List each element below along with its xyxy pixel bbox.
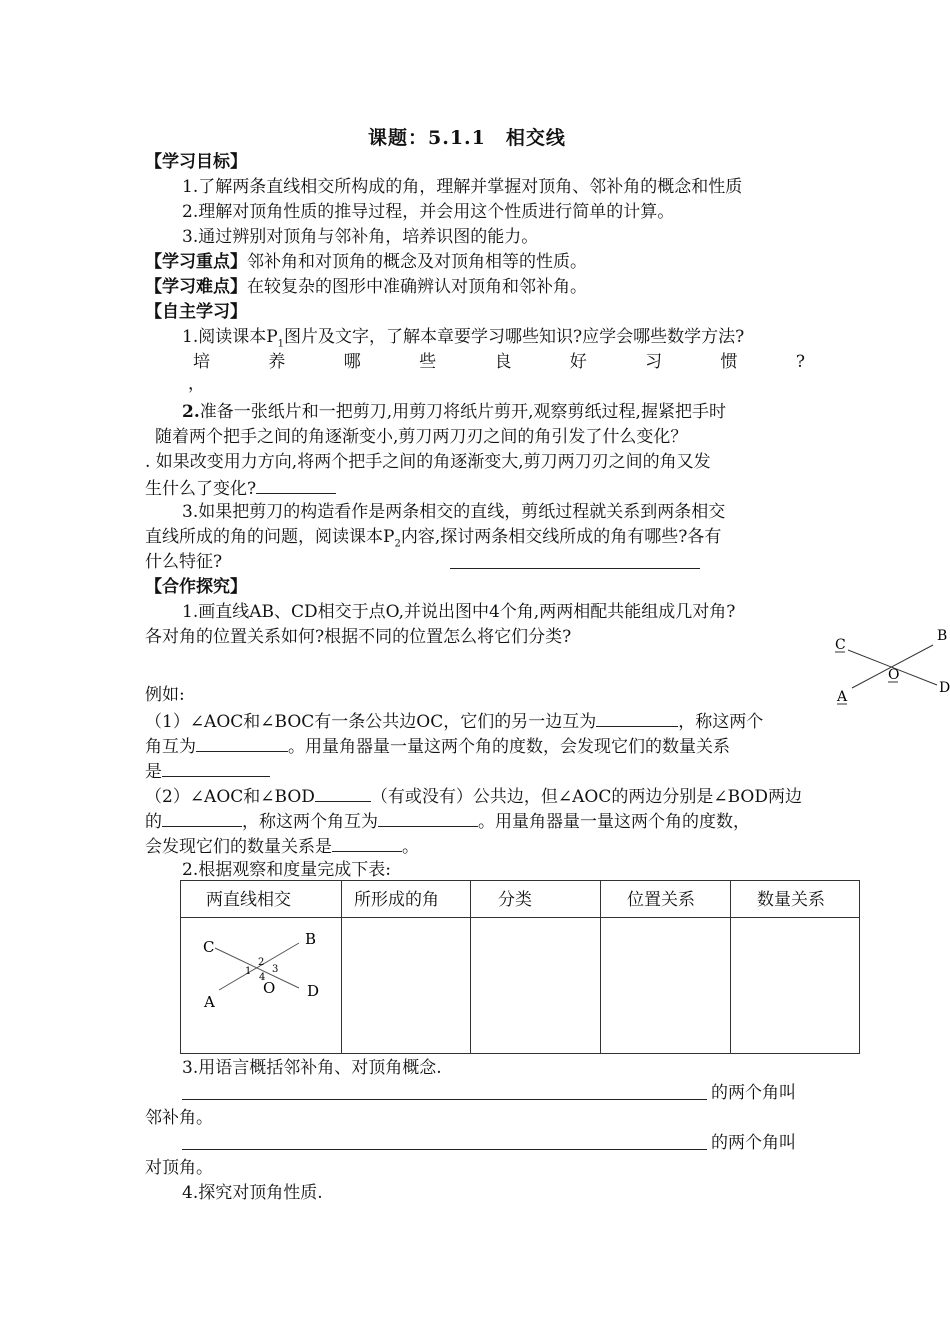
- header-text: 位置关系: [627, 890, 695, 910]
- table-header-cell: [731, 881, 860, 918]
- def2-tail: 的两个角叫: [711, 1133, 796, 1153]
- label-a: A: [837, 689, 848, 705]
- key-point-row: [145, 250, 587, 274]
- cooperative-q4: 4.探究对顶角性质.: [182, 1183, 323, 1203]
- table-header-row: [181, 881, 860, 918]
- goal-item-1: 1.了解两条直线相交所构成的角，理解并掌握对顶角、邻补角的概念和性质: [182, 177, 743, 197]
- answer-blank[interactable]: [196, 733, 288, 752]
- q3-text-a: 直线所成的角的问题，阅读课本P: [145, 527, 395, 547]
- key-point-text: 邻补角和对顶角的概念及对顶角相等的性质。: [247, 252, 587, 272]
- ex2-text-d: ，称这两个角互为: [242, 812, 378, 832]
- self-study-q2-line2: 随着两个把手之间的角逐渐变小,剪刀两刀刃之间的角引发了什么变化？: [155, 427, 688, 447]
- angle-2-label: 2: [258, 957, 265, 968]
- label-d: D: [939, 680, 950, 696]
- answer-blank[interactable]: [596, 708, 678, 727]
- q3-sub: 2: [394, 538, 401, 550]
- q1-char: 好: [569, 352, 587, 372]
- label-c: C: [203, 938, 215, 956]
- answer-blank[interactable]: [162, 808, 242, 827]
- example-label: 例如:: [145, 685, 185, 705]
- cooperative-heading: 【合作探究】: [145, 577, 247, 597]
- answer-blank[interactable]: [378, 808, 478, 827]
- q3-text-b: 内容,探讨两条相交线所成的角有哪些?各有: [400, 527, 722, 547]
- answer-blank[interactable]: [182, 1099, 707, 1100]
- intersecting-lines-figure: [825, 622, 950, 707]
- header-text: 所形成的角: [354, 890, 439, 910]
- ex1-text-b: ，称这两个: [678, 712, 764, 732]
- q1-char: 哪: [343, 352, 361, 372]
- goal-item-3: 3.通过辨别对顶角与邻补角，培养识图的能力。: [182, 227, 539, 247]
- table-cell-input[interactable]: [601, 918, 731, 1054]
- self-study-q2-line1: [182, 400, 726, 424]
- cooperative-q2: 2.根据观察和度量完成下表:: [182, 860, 391, 880]
- q1-char: 些: [419, 352, 437, 372]
- table-cell-input[interactable]: [471, 918, 601, 1054]
- example-2-line2: [145, 808, 750, 834]
- difficulty-heading: 【学习难点】: [145, 277, 247, 297]
- header-text: 数量关系: [757, 890, 825, 910]
- q2-text-4: 生什么了变化?: [145, 479, 257, 499]
- angle-3-label: 3: [272, 964, 279, 975]
- example-1-line2: [145, 733, 730, 759]
- header-text: 分类: [498, 890, 532, 910]
- ex2-text-a: （2）∠AOC和∠BOD: [145, 787, 315, 807]
- q1-char: 培: [193, 352, 210, 372]
- cooperative-q1-line2: 各对角的位置关系如何?根据不同的位置怎么将它们分类?: [145, 627, 572, 647]
- self-study-q1-line2: [193, 350, 805, 374]
- table-cell-input[interactable]: [342, 918, 471, 1054]
- answer-blank[interactable]: [256, 475, 336, 494]
- def1-next: 邻补角。: [145, 1108, 213, 1128]
- def1-tail: 的两个角叫: [711, 1083, 796, 1103]
- example-1-line3: [145, 758, 270, 784]
- table-header-cell: [601, 881, 731, 918]
- label-b: B: [305, 930, 317, 948]
- label-c: C: [835, 637, 846, 653]
- key-point-heading: 【学习重点】: [145, 252, 247, 272]
- difficulty-row: [145, 275, 587, 299]
- ex2-text-c: 的: [145, 812, 162, 832]
- page-title: 课题：5.1.1 相交线: [368, 127, 566, 149]
- q1-text-a: 1.阅读课本P: [182, 327, 278, 347]
- ex1-text-e: 是: [145, 762, 162, 782]
- cooperative-q1-line1: 1.画直线AB、CD相交于点O,并说出图中4个角,两两相配共能组成几对角?: [182, 602, 736, 622]
- table-header-cell: [471, 881, 601, 918]
- ex2-text-b: （有或没有）公共边，但∠AOC的两边分别是∠BOD两边: [370, 787, 802, 807]
- self-study-q2-line4: [145, 475, 336, 501]
- cooperative-q3: 3.用语言概括邻补角、对顶角概念.: [182, 1058, 442, 1078]
- q1-char: ?: [795, 352, 805, 372]
- answer-blank[interactable]: [182, 1149, 707, 1150]
- label-o: O: [888, 667, 900, 683]
- label-d: D: [307, 982, 320, 1000]
- label-o: O: [263, 979, 276, 997]
- q2-text-1: 准备一张纸片和一把剪刀,用剪刀将纸片剪开,观察剪纸过程,握紧把手时: [199, 402, 726, 422]
- def2-next: 对顶角。: [145, 1158, 213, 1178]
- table-header-cell: [181, 881, 342, 918]
- ex1-text-c: 角互为: [145, 737, 196, 757]
- self-study-q2-line3: . 如果改变用力方向,将两个把手之间的角逐渐变大,剪刀两刀刃之间的角又发: [145, 452, 711, 472]
- table-header-cell: [342, 881, 471, 918]
- example-1-line1: [145, 708, 763, 734]
- self-study-heading: 【自主学习】: [145, 302, 247, 322]
- q1-sub: 1: [277, 338, 285, 350]
- answer-blank[interactable]: [450, 568, 700, 569]
- label-b: B: [937, 628, 948, 644]
- table-intersecting-figure: [181, 930, 341, 1030]
- example-2-line1: [145, 783, 802, 809]
- q1-char: 养: [268, 352, 286, 372]
- q1-char: 习: [645, 352, 663, 372]
- example-2-line3: [145, 833, 419, 859]
- q1-char: 惯: [720, 352, 738, 372]
- ex2-text-e: 。用量角器量一量这两个角的度数，: [478, 812, 750, 832]
- self-study-q1-line3: ，: [188, 374, 205, 394]
- self-study-q3-line1: 3.如果把剪刀的构造看作是两条相交的直线，剪纸过程就关系到两条相交: [182, 502, 726, 522]
- observation-table: [180, 880, 860, 1054]
- q1-text-b: 图片及文字，了解本章要学习哪些知识?应学会哪些数学方法?: [284, 327, 745, 347]
- difficulty-text: 在较复杂的图形中准确辨认对顶角和邻补角。: [247, 277, 587, 297]
- ex2-text-f: 会发现它们的数量关系是: [145, 837, 332, 857]
- ex2-text-g: 。: [402, 837, 419, 857]
- table-row: [181, 918, 860, 1054]
- header-text: 两直线相交: [206, 890, 291, 910]
- self-study-q3-line2: [145, 525, 721, 556]
- self-study-q3-line3: 什么特征?: [145, 552, 223, 572]
- label-a: A: [204, 993, 215, 1011]
- ex1-text-d: 。用量角器量一量这两个角的度数，会发现它们的数量关系: [288, 737, 730, 757]
- angle-1-label: 1: [245, 966, 252, 977]
- table-cell-figure: [181, 918, 342, 1054]
- q1-char: 良: [494, 352, 512, 372]
- goal-item-2: 2.理解对顶角性质的推导过程，并会用这个性质进行简单的计算。: [182, 202, 675, 222]
- q2-number: 2.: [182, 402, 200, 422]
- answer-blank[interactable]: [315, 783, 371, 802]
- ex1-text-a: （1）∠AOC和∠BOC有一条公共边OC，它们的另一边互为: [145, 712, 597, 732]
- goals-heading: 【学习目标】: [145, 152, 247, 172]
- answer-blank[interactable]: [332, 833, 402, 852]
- table-cell-input[interactable]: [731, 918, 860, 1054]
- angle-4-label: 4: [259, 972, 266, 983]
- answer-blank[interactable]: [162, 758, 270, 777]
